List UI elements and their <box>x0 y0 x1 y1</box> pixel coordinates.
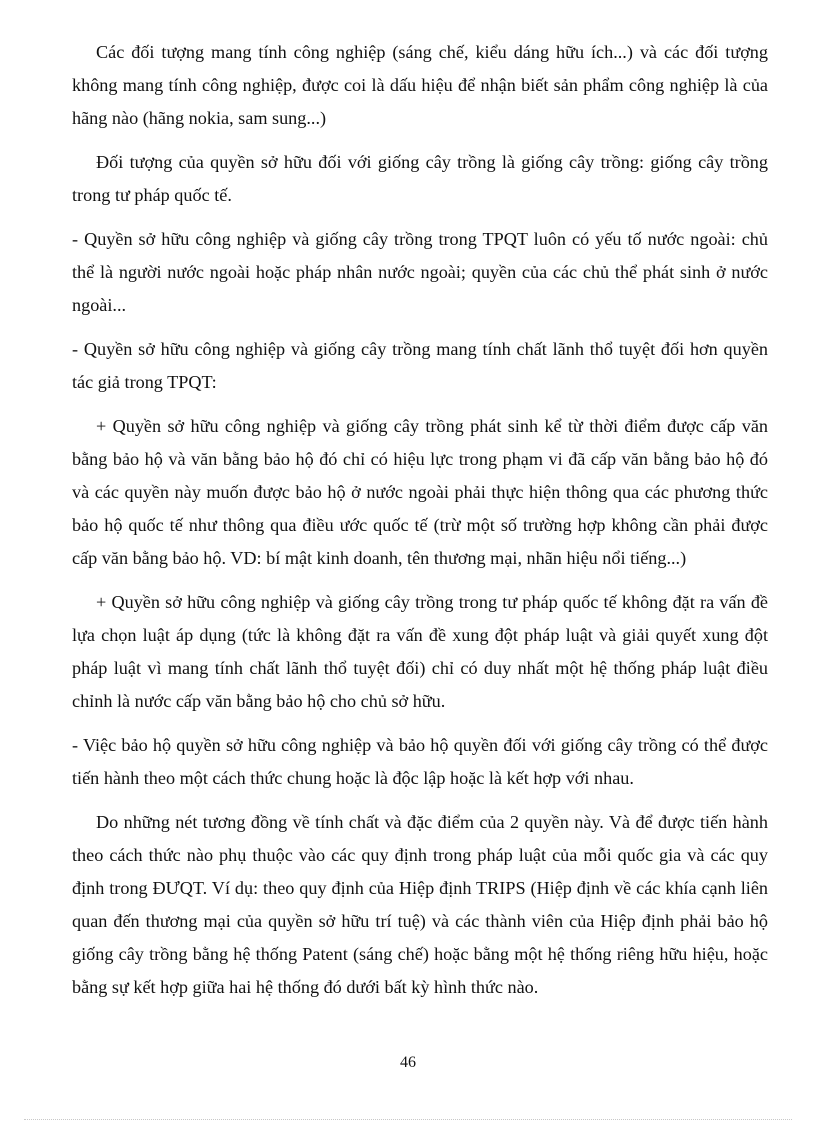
page-body <box>72 36 768 1015</box>
paragraph-industrial-objects: Các đối tượng mang tính công nghiệp (sáng chế, kiểu dáng hữu ích...) và các đối tượng không mang tính công nghiệp, được coi là dấu hiệu để nhận biết sản phẩm công nghiệp là của hãng nào (hãng nokia, sam sung...) <box>72 42 768 128</box>
page-number: 46 <box>400 1054 416 1071</box>
paragraph-applicable-law: + Quyền sở hữu công nghiệp và giống cây trồng trong tư pháp quốc tế không đặt ra vấn đề lựa chọn luật áp dụng (tức là không đặt ra vấn đề xung đột pháp luật và giải quyết xung đột pháp luật vì mang tính chất lãnh thổ tuyệt đối) chỉ có duy nhất một hệ thống pháp luật điều chỉnh là nước cấp văn bằng bảo hộ cho chủ sở hữu. <box>72 592 768 711</box>
page-bottom-divider <box>24 1119 792 1120</box>
paragraph-protection-certificate: + Quyền sở hữu công nghiệp và giống cây trồng phát sinh kể từ thời điểm được cấp văn bằng bảo hộ và văn bằng bảo hộ đó chỉ có hiệu lực trong phạm vi đã cấp văn bằng bảo hộ đó và các quyền này muốn được bảo hộ ở nước ngoài phải thực hiện thông qua các phương thức bảo hộ quốc tế như thông qua điều ước quốc tế (trừ một số trường hợp không cần phải được cấp văn bằng bảo hộ. VD: bí mật kinh doanh, tên thương mại, nhãn hiệu nổi tiếng...) <box>72 416 768 568</box>
paragraph-foreign-element: - Quyền sở hữu công nghiệp và giống cây trồng trong TPQT luôn có yếu tố nước ngoài: chủ thể là người nước ngoài hoặc pháp nhân nước ngoài; quyền của các chủ thể phát sinh ở nước ngoài... <box>72 229 768 315</box>
paragraph-territorial-nature: - Quyền sở hữu công nghiệp và giống cây trồng mang tính chất lãnh thổ tuyệt đối hơn quyền tác giả trong TPQT: <box>72 339 768 392</box>
paragraph-protection-methods: - Việc bảo hộ quyền sở hữu công nghiệp và bảo hộ quyền đối với giống cây trồng có thể được tiến hành theo một cách thức chung hoặc là độc lập hoặc là kết hợp với nhau. <box>72 735 768 788</box>
paragraph-trips-example: Do những nét tương đồng về tính chất và đặc điểm của 2 quyền này. Và để được tiến hành theo cách thức nào phụ thuộc vào các quy định trong pháp luật của mỗi quốc gia và các quy định trong ĐƯQT. Ví dụ: theo quy định của Hiệp định TRIPS (Hiệp định về các khía cạnh liên quan đến thương mại của quyền sở hữu trí tuệ) và các thành viên của Hiệp định phải bảo hộ giống cây trồng bằng hệ thống Patent (sáng chế) hoặc bằng một hệ thống riêng hữu hiệu, hoặc bằng sự kết hợp giữa hai hệ thống đó dưới bất kỳ hình thức nào. <box>72 812 768 997</box>
paragraph-plant-variety-object: Đối tượng của quyền sở hữu đối với giống cây trồng là giống cây trồng: giống cây trồng trong tư pháp quốc tế. <box>72 152 768 205</box>
